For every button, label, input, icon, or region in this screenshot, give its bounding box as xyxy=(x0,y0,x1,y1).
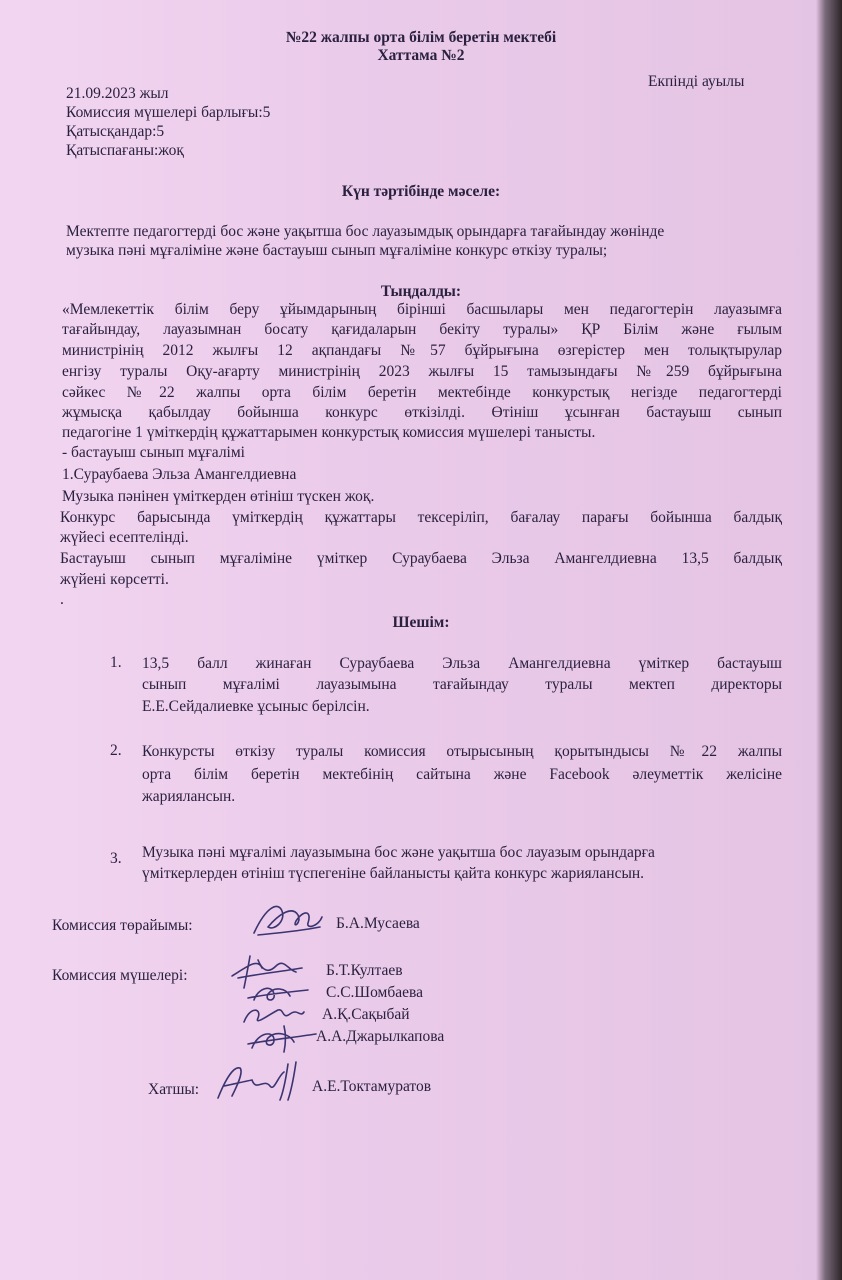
decision-1-line-2: сынып мұғалімі лауазымына тағайындау туралы мектеп директоры xyxy=(142,676,782,693)
decision-2-line-2: орта білім беретін мектебінің сайтына және Facebook әлеуметтік желісіне xyxy=(142,766,782,783)
decision-3-line-1: Музыка пәні мұғалімі лауазымына бос және уақытша бос лауазым орындарға xyxy=(142,844,655,861)
stray-dot: . xyxy=(60,591,64,608)
decision-1-number: 1. xyxy=(110,654,122,671)
secretary-signature xyxy=(212,1058,308,1104)
members-label: Комиссия мүшелері: xyxy=(52,967,188,984)
present-count: Қатысқандар:5 xyxy=(66,123,165,140)
agenda-heading: Күн тәртібінде мәселе: xyxy=(341,183,501,200)
heard-line-1: «Мемлекеттік білім беру ұйымдарының бірінші басшылары мен педагогтерін лауазымға xyxy=(62,301,782,318)
decision-2-line-1: Конкурсты өткізу туралы комиссия отырысының қорытындысы №22 жалпы xyxy=(142,743,782,760)
absent-count: Қатыспағаны:жоқ xyxy=(66,142,184,159)
position-line: - бастауыш сынып мұғалімі xyxy=(62,444,245,461)
secretary-label: Хатшы: xyxy=(148,1081,200,1098)
heard-line-6: жұмысқа қабылдау бойынша конкурс өткізілді. Өтініш ұсынған бастауыш сынып xyxy=(62,404,782,421)
heard-last-line: педагогіне 1 үміткердің құжаттарымен конкурстық комиссия мүшелері танысты. xyxy=(62,424,596,441)
chair-name: Б.А.Мусаева xyxy=(336,915,420,932)
members-total: Комиссия мүшелері барлығы:5 xyxy=(66,104,271,121)
members-signatures xyxy=(228,948,318,1056)
heard-line-4: енгізу туралы Оқу-ағарту министрінің 2023 жылғы 15 тамызындағы №259 бұйрығына xyxy=(62,363,782,380)
member-1: Б.Т.Култаев xyxy=(326,962,403,979)
agenda-line-1: Мектепте педагогтерді бос және уақытша бос лауазымдық орындарға тағайындау жөнінде xyxy=(66,223,665,240)
secretary-name: А.Е.Токтамуратов xyxy=(312,1078,432,1095)
heard-line-3: министрінің 2012 жылғы 12 ақпандағы №57 бұйрығына өзгерістер мен толықтырулар xyxy=(62,342,782,359)
process-line-1: Конкурс барысында үміткердің құжаттары тексеріліп, бағалау парағы бойынша балдық xyxy=(60,509,782,526)
process-line-2: жүйесі есептелінді. xyxy=(60,529,189,546)
chair-signature xyxy=(248,897,326,943)
chair-label: Комиссия төрайымы: xyxy=(52,917,193,934)
music-line: Музыка пәнінен үміткерден өтініш түскен жоқ. xyxy=(62,488,375,505)
candidate-line: 1.Сураубаева Эльза Амангелдиевна xyxy=(62,466,297,483)
member-4: А.А.Джарылкапова xyxy=(316,1028,445,1045)
heard-heading: Тыңдалды: xyxy=(380,283,462,300)
heard-line-2: тағайындау, лауазымнан босату қағидаларын бекіту туралы» ҚР Білім және ғылым xyxy=(62,321,782,338)
decision-1-line-1: 13,5 балл жинаған Сураубаева Эльза Амангелдиевна үміткер бастауыш xyxy=(142,655,782,672)
result-line-2: жүйені көрсетті. xyxy=(60,571,169,588)
heard-line-5: сәйкес №22 жалпы орта білім беретін мектебінде конкурстық негізде педагогтерді xyxy=(62,384,782,401)
decision-2-number: 2. xyxy=(110,742,122,759)
decision-1-last: Е.Е.Сейдалиевке ұсыныс берілсін. xyxy=(142,698,370,715)
decision-3-line-2: үміткерлерден өтініш түспегеніне байланысты қайта конкурс жариялансын. xyxy=(142,865,645,882)
decision-3-number: 3. xyxy=(110,850,122,867)
decision-heading: Шешім: xyxy=(392,614,450,631)
member-3: А.Қ.Сақыбай xyxy=(322,1006,410,1023)
date: 21.09.2023 жыл xyxy=(66,85,169,102)
decision-2-last: жариялансын. xyxy=(142,788,236,805)
school-title: №22 жалпы орта білім беретін мектебі xyxy=(285,29,557,46)
village: Екпінді ауылы xyxy=(648,73,745,90)
agenda-line-2: музыка пәні мұғаліміне және бастауыш сынып мұғаліміне конкурс өткізу туралы; xyxy=(66,242,608,259)
protocol-title: Хаттама №2 xyxy=(377,47,465,64)
member-2: С.С.Шомбаева xyxy=(326,984,423,1001)
result-line-1: Бастауыш сынып мұғаліміне үміткер Сураубаева Эльза Амангелдиевна 13,5 балдық xyxy=(60,550,782,567)
